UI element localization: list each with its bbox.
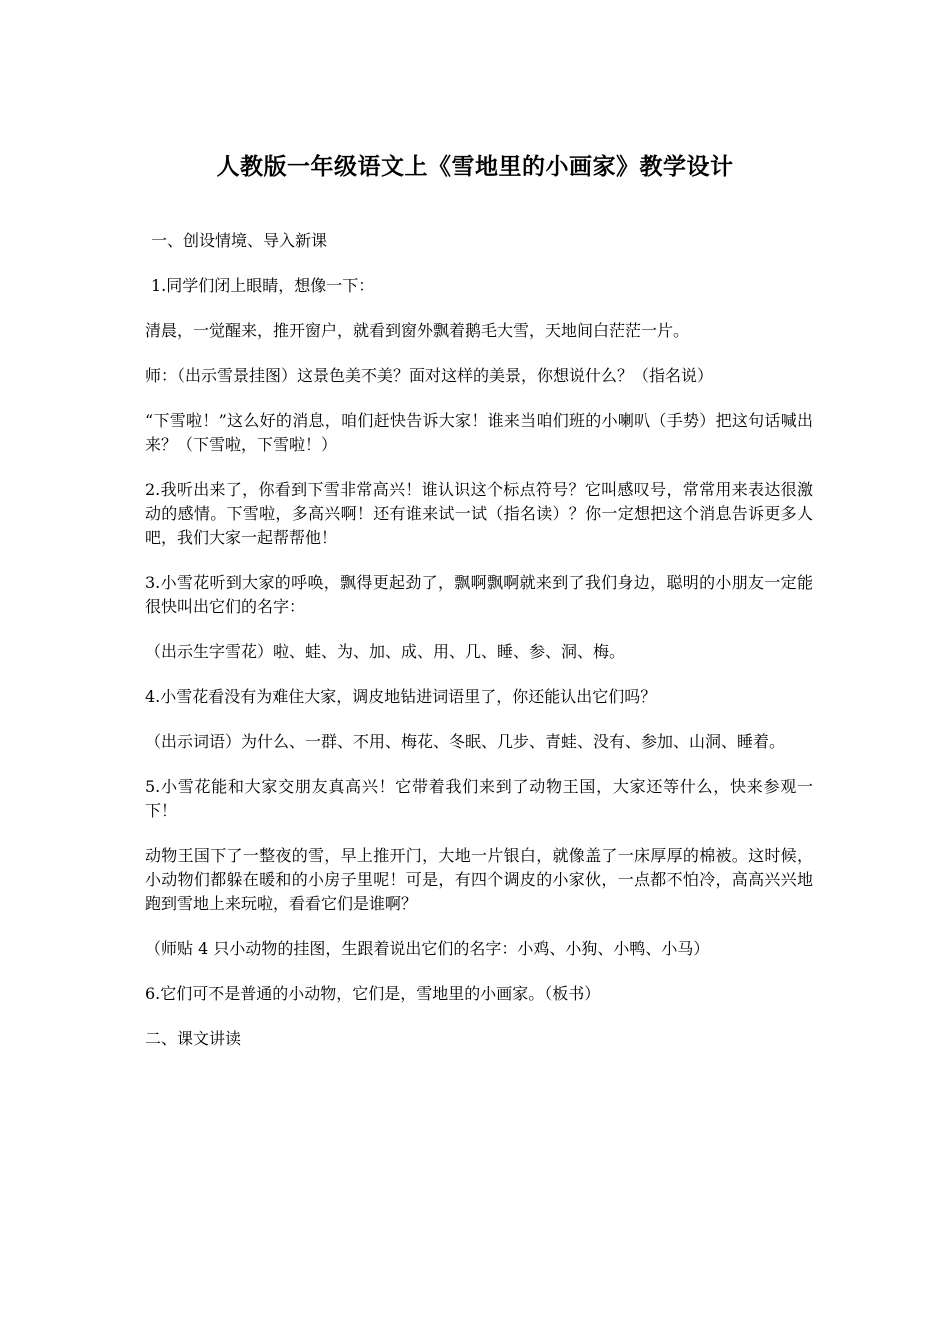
paragraph-10: 5.小雪花能和大家交朋友真高兴！它带着我们来到了动物王国，大家还等什么，快来参观一下！	[145, 777, 813, 820]
paragraph-4: “下雪啦！”这么好的消息，咱们赶快告诉大家！谁来当咱们班的小喇叭（手势）把这句话喊出来？（下雪啦，下雪啦！）	[145, 411, 813, 454]
paragraph-1: 1.同学们闭上眼睛，想像一下：	[151, 276, 375, 295]
paragraph-3: 师：（出示雪景挂图）这景色美不美？面对这样的美景，你想说什么？（指名说）	[145, 366, 714, 385]
paragraph-13: 6.它们可不是普通的小动物，它们是，雪地里的小画家。（板书）	[145, 984, 601, 1003]
section-heading-2: 二、课文讲读	[145, 1029, 242, 1048]
paragraph-11: 动物王国下了一整夜的雪，早上推开门，大地一片银白，就像盖了一床厚厚的棉被。这时候，小动物们都躲在暖和的小房子里呢！可是，有四个调皮的小家伙，一点都不怕冷，高高兴兴地跑到雪地上来玩啦，看看它们是谁啊？	[145, 846, 813, 913]
section-heading-1: 一、创设情境、导入新课	[151, 231, 328, 250]
paragraph-6: 3.小雪花听到大家的呼唤，飘得更起劲了，飘啊飘啊就来到了我们身边，聪明的小朋友一定能很快叫出它们的名字：	[145, 573, 813, 616]
paragraph-8: 4.小雪花看没有为难住大家，调皮地钻进词语里了，你还能认出它们吗？	[145, 687, 657, 706]
paragraph-12: （师贴 4 只小动物的挂图，生跟着说出它们的名字：小鸡、小狗、小鸭、小马）	[145, 939, 710, 958]
document-title: 人教版一年级语文上《雪地里的小画家》教学设计	[216, 153, 734, 180]
paragraph-7: （出示生字雪花）啦、蛙、为、加、成、用、几、睡、参、洞、梅。	[145, 642, 626, 661]
paragraph-5: 2.我听出来了，你看到下雪非常高兴！谁认识这个标点符号？它叫感叹号，常常用来表达很激动的感情。下雪啦，多高兴啊！还有谁来试一试（指名读）？你一定想把这个消息告诉更多人吧，我们大家一起帮帮他！	[145, 480, 813, 547]
paragraph-9: （出示词语）为什么、一群、不用、梅花、冬眠、几步、青蛙、没有、参加、山洞、睡着。	[145, 732, 786, 751]
document-body	[145, 229, 813, 1072]
paragraph-2: 清晨，一觉醒来，推开窗户，就看到窗外飘着鹅毛大雪，天地间白茫茫一片。	[145, 321, 690, 340]
